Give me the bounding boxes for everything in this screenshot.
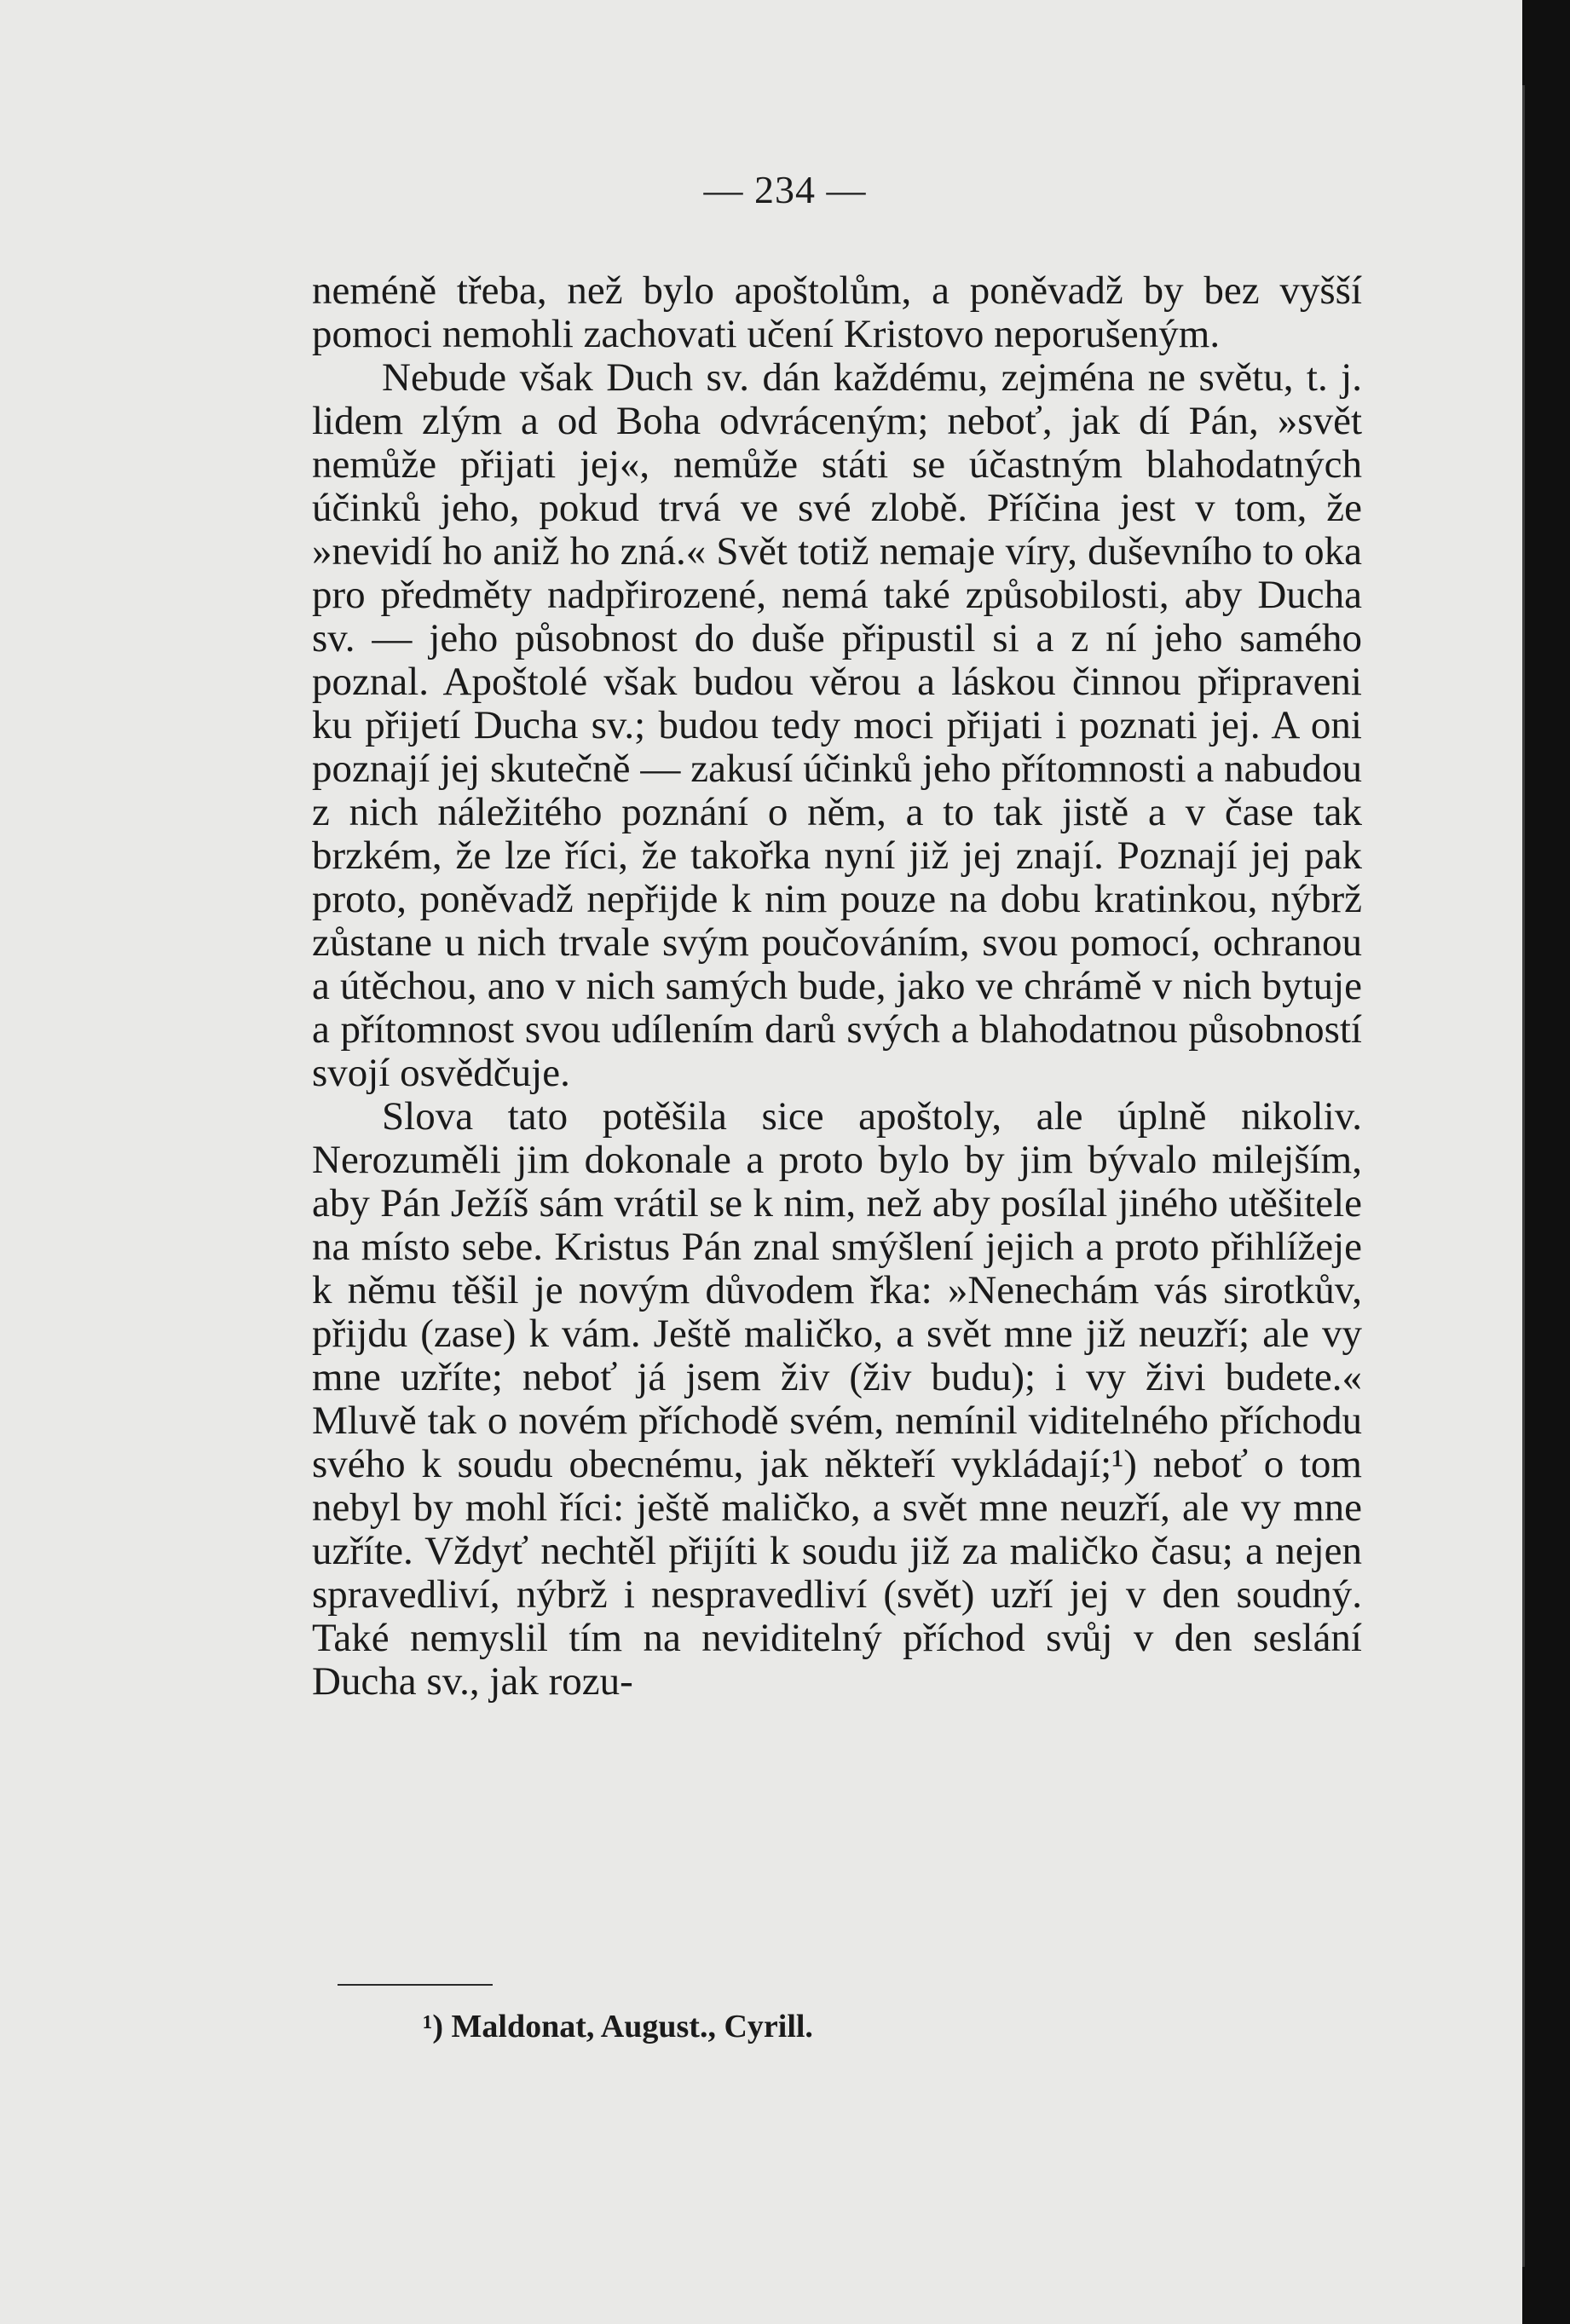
scan-edge bbox=[1522, 0, 1570, 2324]
paragraph-holy-spirit: Nebude však Duch sv. dán každému, zejména ne světu, t. j. lidem zlým a od Boha odvráceným; neboť, jak dí Pán, »svět nemůže přijati jej«, nemůže státi se účastným blahodatných účinků jeho, pokud trvá ve své zlobě. Příčina jest v tom, že »nevidí ho aniž ho zná.« Svět totiž nemaje víry, duševního to oka pro předměty nadpřirozené, nemá také způsobilosti, aby Ducha sv. — jeho působnost do duše připustil si a z ní jeho samého poznal. Apoštolé však budou věrou a láskou činnou připraveni ku přijetí Ducha sv.; budou tedy moci přijati i poznati jej. A oni poznají jej skutečně — zakusí účinků jeho přítomnosti a nabudou z nich náležitého poznání o něm, a to tak jistě a v čase tak brzkém, že lze říci, že takořka nyní již jej znají. Poznají jej pak proto, poněvadž nepřijde k nim pouze na dobu kratinkou, nýbrž zůstane u nich trvale svým poučováním, svou pomocí, ochranou a útěchou, ano v nich samých bude, jako ve chrámě v nich bytuje a přítomnost svou udílením darů svých a blahodatnou působností svojí osvědčuje. bbox=[312, 355, 1362, 1095]
footnote: ¹) Maldonat, August., Cyrill. bbox=[423, 2009, 813, 2044]
page-edge-line bbox=[1522, 85, 1525, 2267]
paragraph-apostles-comforted: Slova tato potěšila sice apoštoly, ale úplně nikoliv. Nerozuměli jim dokonale a proto bylo by jim bývalo milejším, aby Pán Ježíš sám vrátil se k nim, než aby posílal jiného utěšitele na místo sebe. Kristus Pán znal smýšlení jejich a proto přihlížeje k němu těšil je novým důvodem řka: »Nenechám vás sirotkův, přijdu (zase) k vám. Ještě maličko, a svět mne již neuzří; ale vy mne uzříte; neboť já jsem živ (živ budu); i vy živi budete.« Mluvě tak o novém příchodě svém, nemínil viditelného příchodu svého k soudu obecnému, jak někteří vykládají;¹) neboť o tom nebyl by mohl říci: ještě maličko, a svět mne neuzří, ale vy mne uzříte. Vždyť nechtěl přijíti k soudu již za maličko času; a nejen spravedliví, nýbrž i nespravedliví (svět) uzří jej v den soudný. Také nemyslil tím na neviditelný příchod svůj v den seslání Ducha sv., jak rozu- bbox=[312, 1094, 1362, 1704]
body-text bbox=[312, 269, 1362, 1704]
footnote-divider bbox=[338, 1984, 493, 1986]
paragraph-continuation: neméně třeba, než bylo apoštolům, a poněvadž by bez vyšší pomoci nemohli zachovati učení Kristovo neporušeným. bbox=[312, 268, 1362, 356]
page-number: — 234 — bbox=[703, 168, 867, 211]
